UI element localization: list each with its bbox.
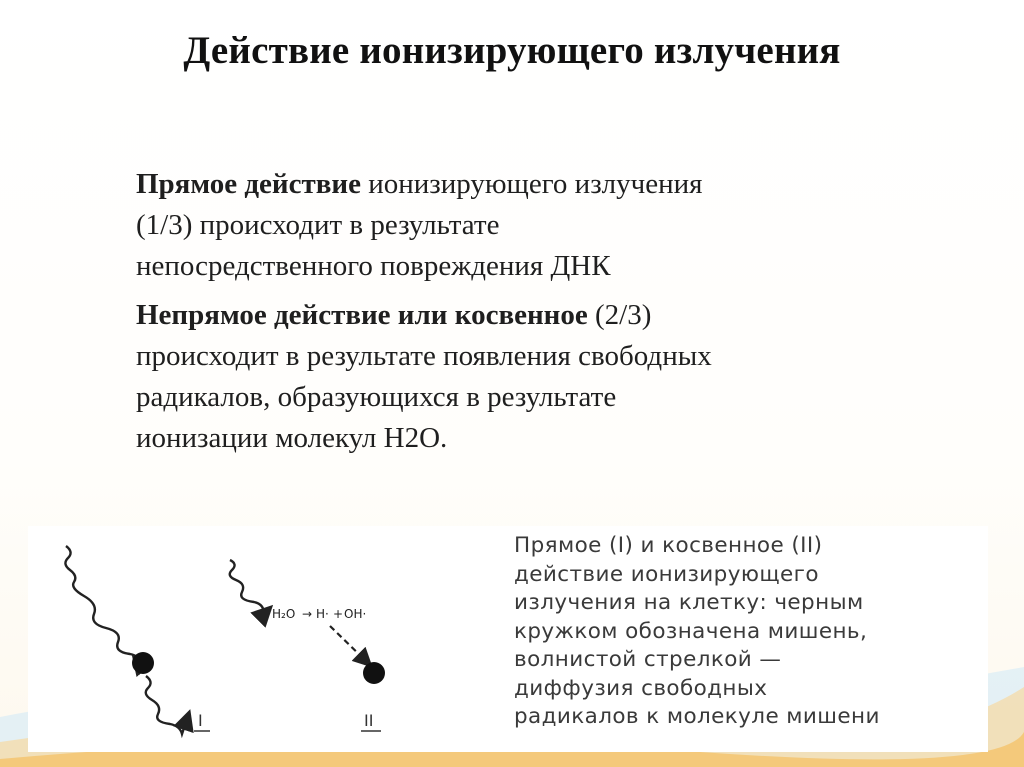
paragraph-direct-action [136, 164, 956, 287]
direct-text-line3: непосредственного повреждения ДНК [136, 250, 611, 282]
direct-text-line2: (1/3) происходит в результате [136, 209, 500, 241]
direct-text-line1: ионизирующего излучения [360, 168, 703, 200]
caption-line: волнистой стрелкой — [514, 647, 782, 672]
caption-line: Прямое (I) и косвенное (II) [514, 533, 823, 558]
caption-line: кружком обозначена мишень, [514, 618, 868, 644]
caption-line: действие ионизирующего [514, 561, 819, 587]
formula-plus: + [333, 607, 344, 621]
formula-h-radical: H· [316, 607, 329, 621]
indirect-text-line3: радикалов, образующихся в результате [136, 381, 617, 413]
radiation-diagram [28, 526, 498, 752]
figure-caption [514, 532, 984, 732]
formula-arrow: → [302, 607, 313, 621]
figure-card [28, 526, 988, 752]
indirect-text-line2: происходит в результате появления свободных [136, 340, 712, 372]
indirect-text-line1: (2/3) [587, 299, 652, 331]
indirect-text-line4-suffix: О. [419, 422, 448, 454]
caption-line: радикалов к молекуле мишени [514, 704, 880, 729]
slide-title: Действие ионизирующего излучения [183, 29, 841, 72]
wavy-ray-incoming-indirect [230, 560, 268, 614]
caption-line: диффузия свободных [514, 675, 768, 701]
caption-line: излучения на клетку: черным [514, 590, 864, 615]
term-direct-action: Прямое действие [136, 168, 361, 200]
water-subscript: 2 [404, 422, 420, 454]
term-indirect-action: Непрямое действие или косвенное [136, 299, 588, 331]
target-circle-indirect [363, 662, 385, 684]
label-indirect-roman: II [364, 711, 374, 730]
paragraph-indirect-action [136, 295, 956, 459]
wavy-ray-incoming-direct [65, 546, 140, 664]
formula-h2o: H₂O [272, 607, 296, 621]
target-circle-direct [132, 652, 154, 674]
dashed-diffusion-arrow [330, 626, 368, 663]
label-direct-roman: I [198, 711, 203, 730]
formula-oh-radical: OH· [344, 607, 367, 621]
wavy-ray-outgoing-direct [146, 676, 188, 734]
body-text [136, 164, 956, 467]
indirect-text-line4-prefix: ионизации молекул Н [136, 422, 405, 454]
